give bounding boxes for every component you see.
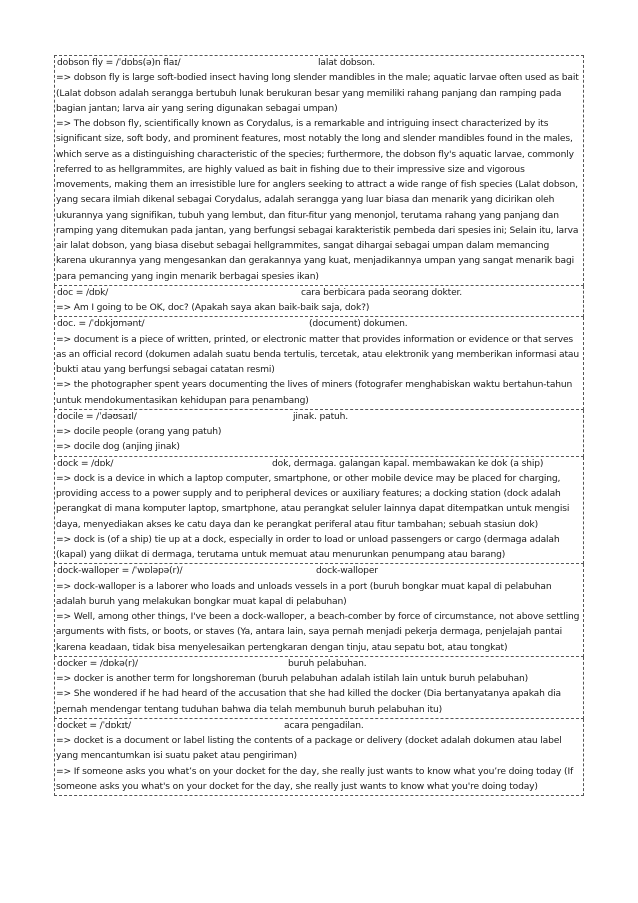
entry-header: [56, 56, 582, 71]
entry-example: => Am I going to be OK, doc? (Apakah saya akan baik-baik saja, dok?): [56, 303, 370, 313]
dictionary-entry: [54, 657, 584, 719]
entry-term: docker = /dɒkə(r)/: [57, 658, 138, 669]
entry-example: => docile people (orang yang patuh): [56, 427, 222, 437]
entry-example: => the photographer spent years documenting the lives of miners (fotografer menghabiskan waktu bertahun-tahun untuk mendokumentasikan kehidupan para penambang): [56, 380, 573, 406]
dictionary-entry: [54, 719, 584, 796]
entry-meaning: lalat dobson.: [318, 58, 375, 68]
entry-definition: => dock is (of a ship) tie up at a dock, especially in order to load or unload passengers or cargo (dermaga adalah (kapal) yang diikat di dermaga, terutama untuk memuat atau menurunkan penumpang atau barang): [56, 534, 560, 560]
dictionary-entry: [54, 317, 584, 410]
dictionary-entry: [54, 457, 584, 565]
entry-term: dock-walloper = /ˈwɒləpə(r)/: [57, 566, 183, 577]
entry-term: dobson fly = /ˈdɒbs(ə)n flaɪ/: [57, 58, 181, 68]
entry-definition: => dobson fly is large soft-bodied insect having long slender mandibles in the male; aquatic larvae often used as bait (Lalat dobson adalah serangga bertubuh lunak berukuran besar yang memiliki rahang panjang dan ramping pada bagian jantan; larva air yang sering digunakan sebagai umpan): [56, 73, 579, 114]
entry-definition: => docket is a document or label listing the contents of a package or delivery (docket adalah dokumen atau label yang mencantumkan isi suatu paket atau pengiriman): [56, 736, 562, 762]
entry-header: [56, 286, 582, 301]
dictionary-page: [54, 55, 584, 796]
entry-header: [56, 719, 582, 734]
entry-term: docket = /ˈdɒkɪt/: [57, 720, 131, 731]
entry-definition: => docker is another term for longshoreman (buruh pelabuhan adalah istilah lain untuk buruh pelabuhan): [56, 674, 529, 684]
entry-example: => If someone asks you what’s on your docket for the day, she really just wants to know what you’re doing today (If someone asks you what's on your docket for the day, she really just wants to know what you're doing today): [56, 766, 574, 792]
entry-definition: => dock is a device in which a laptop computer, smartphone, or other mobile device may be placed for charging, providing access to a power supply and to peripheral devices or auxiliary features; a docking station (dock adalah perangkat di mana komputer laptop, smartphone, atau perangkat seluler lainnya dapat ditempatkan untuk mengisi daya, menyediakan akses ke catu daya dan ke perangkat periferal atau fitur tambahan; sebuah stasiun dok): [56, 473, 570, 530]
entry-header: [56, 457, 582, 472]
entry-example: => She wondered if he had heard of the accusation that she had killed the docker (Dia bertanyatanya apakah dia pernah mendengar tentang tuduhan bahwa dia telah membunuh buruh pelabuhan itu): [56, 689, 561, 715]
entry-term: doc = /dɒk/: [57, 287, 109, 298]
dictionary-entry: [54, 286, 584, 318]
entry-meaning: acara pengadilan.: [284, 720, 364, 731]
entry-definition: => document is a piece of written, printed, or electronic matter that provides information or evidence or that serves as an official record (dokumen adalah suatu benda tertulis, tercetak, atau elektronik yang memberikan informasi atau bukti atau yang berfungsi sebagai catatan resmi): [56, 334, 579, 375]
entry-meaning: (document) dokumen.: [309, 319, 408, 330]
dictionary-entry: [54, 564, 584, 657]
entry-example: => The dobson fly, scientifically known as Corydalus, is a remarkable and intriguing insect characterized by its significant size, soft body, and prominent features, most notably the long and slender mandibles found in the males, which serve as a distinguishing characteristic of the species; furthermore, the dobson fly's aquatic larvae, commonly referred to as hellgrammites, are highly valued as bait in fishing due to their impressive size and vigorous movements, making them an irresistible lure for anglers seeking to attract a wide range of fish species (Lalat dobson, yang secara ilmiah dikenal sebagai Corydalus, adalah serangga yang luar biasa dan menarik yang dicirikan oleh ukurannya yang signifikan, tubuh yang lembut, dan fitur-fitur yang menonjol, terutama rahang yang panjang dan ramping yang ditemukan pada jantan, yang berfungsi sebagai karakteristik pembeda dari spesies ini; Selain itu, larva air lalat dobson, yang biasa disebut sebagai hellgrammites, sangat dihargai sebagai umpan dalam memancing karena ukurannya yang mengesankan dan gerakannya yang kuat, menjadikannya umpan yang sangat menarik bagi para pemancing yang ingin menarik berbagai spesies ikan): [56, 119, 579, 282]
entry-example: => Well, among other things, I've been a dock-walloper, a beach-comber by force of circumstance, not above settling arguments with fists, or boots, or staves (Ya, antara lain, saya pernah menjadi pekerja dermaga, penjelajah pantai karena keadaan, tidak bisa menyelesaikan pertengkaran dengan tinju, atau sepatu bot, atau tongkat): [56, 612, 580, 653]
entry-header: [56, 657, 582, 672]
entry-meaning: buruh pelabuhan.: [288, 658, 367, 669]
entry-header: [56, 317, 582, 332]
dictionary-entry: [54, 55, 584, 286]
entry-header: [56, 564, 582, 579]
entry-header: [56, 410, 582, 425]
entry-meaning: dok, dermaga. galangan kapal. membawakan ke dok (a ship): [272, 458, 544, 469]
entry-definition: => dock-walloper is a laborer who loads and unloads vessels in a port (buruh bongkar muat kapal di pelabuhan adalah buruh yang melakukan bongkar muat kapal di pelabuhan): [56, 581, 552, 607]
entry-meaning: dock-walloper: [316, 566, 378, 577]
entry-meaning: cara berbicara pada seorang dokter.: [301, 287, 463, 298]
entry-meaning: jinak. patuh.: [293, 411, 349, 422]
entry-term: doc. = /ˈdɒkjʊmənt/: [57, 319, 145, 330]
dictionary-entry: [54, 410, 584, 457]
entry-term: docile = /ˈdəʊsaɪl/: [57, 411, 137, 422]
entry-term: dock = /dɒk/: [57, 458, 114, 469]
entry-example: => docile dog (anjing jinak): [56, 442, 180, 453]
